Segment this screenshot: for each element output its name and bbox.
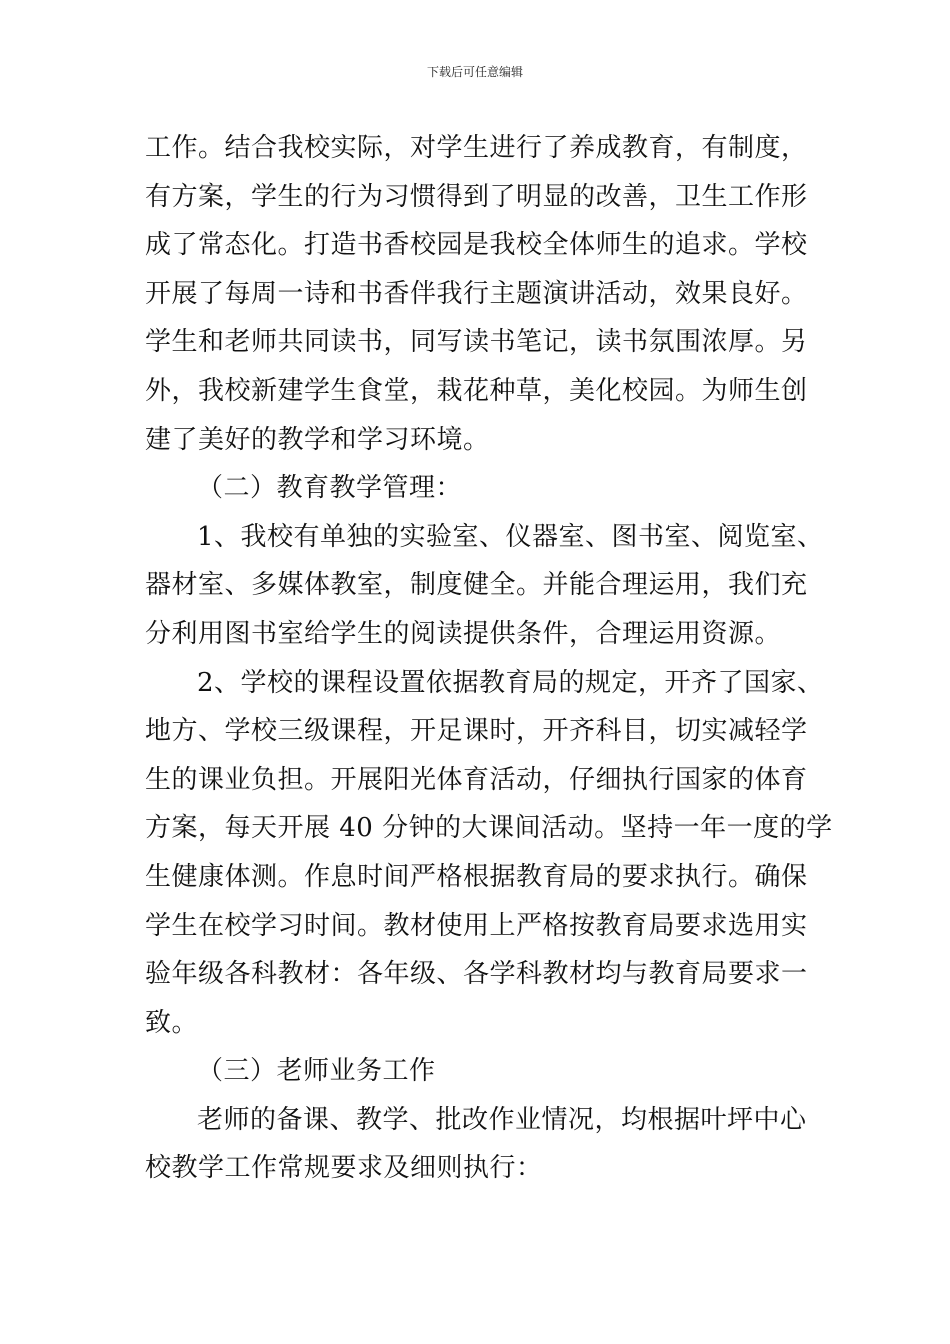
text-line: 老师的备课、教学、批改作业情况，均根据叶坪中心 bbox=[197, 1104, 807, 1135]
section-heading: （三）老师业务工作 bbox=[197, 1056, 436, 1087]
text-line: 开展了每周一诗和书香伴我行主题演讲活动，效果良好。 bbox=[145, 278, 808, 309]
text-line: 生的课业负担。开展阳光体育活动，仔细执行国家的体育 bbox=[145, 764, 808, 795]
text-line: 器材室、多媒体教室，制度健全。并能合理运用，我们充 bbox=[145, 570, 808, 601]
text-line: 学生在校学习时间。教材使用上严格按教育局要求选用实 bbox=[145, 910, 808, 941]
text-line: 外，我校新建学生食堂，栽花种草，美化校园。为师生创 bbox=[145, 375, 808, 406]
section-heading: （二）教育教学管理： bbox=[197, 473, 463, 504]
text-line: 1、我校有单独的实验室、仪器室、图书室、阅览室、 bbox=[197, 521, 824, 552]
text-line: 2、学校的课程设置依据教育局的规定，开齐了国家、 bbox=[197, 667, 824, 698]
text-line: 致。 bbox=[145, 1007, 199, 1038]
text-line: 方案，每天开展 40 分钟的大课间活动。坚持一年一度的学 bbox=[145, 813, 833, 844]
text-line: 建了美好的教学和学习环境。 bbox=[145, 424, 490, 455]
page-header: 下载后可任意编辑 bbox=[426, 65, 523, 79]
document-body bbox=[145, 124, 833, 1193]
text-line: 成了常态化。打造书香校园是我校全体师生的追求。学校 bbox=[145, 230, 808, 261]
text-line: 学生和老师共同读书，同写读书笔记，读书氛围浓厚。另 bbox=[145, 327, 808, 358]
text-line: 地方、学校三级课程，开足课时，开齐科目，切实减轻学 bbox=[145, 716, 808, 747]
text-line: 分利用图书室给学生的阅读提供条件，合理运用资源。 bbox=[145, 618, 782, 649]
text-line: 校教学工作常规要求及细则执行： bbox=[145, 1153, 543, 1184]
text-line: 有方案，学生的行为习惯得到了明显的改善，卫生工作形 bbox=[145, 181, 808, 212]
text-line: 生健康体测。作息时间严格根据教育局的要求执行。确保 bbox=[145, 861, 808, 892]
text-line: 验年级各科教材：各年级、各学科教材均与教育局要求一 bbox=[145, 959, 808, 990]
text-line: 工作。结合我校实际，对学生进行了养成教育，有制度， bbox=[145, 133, 808, 163]
